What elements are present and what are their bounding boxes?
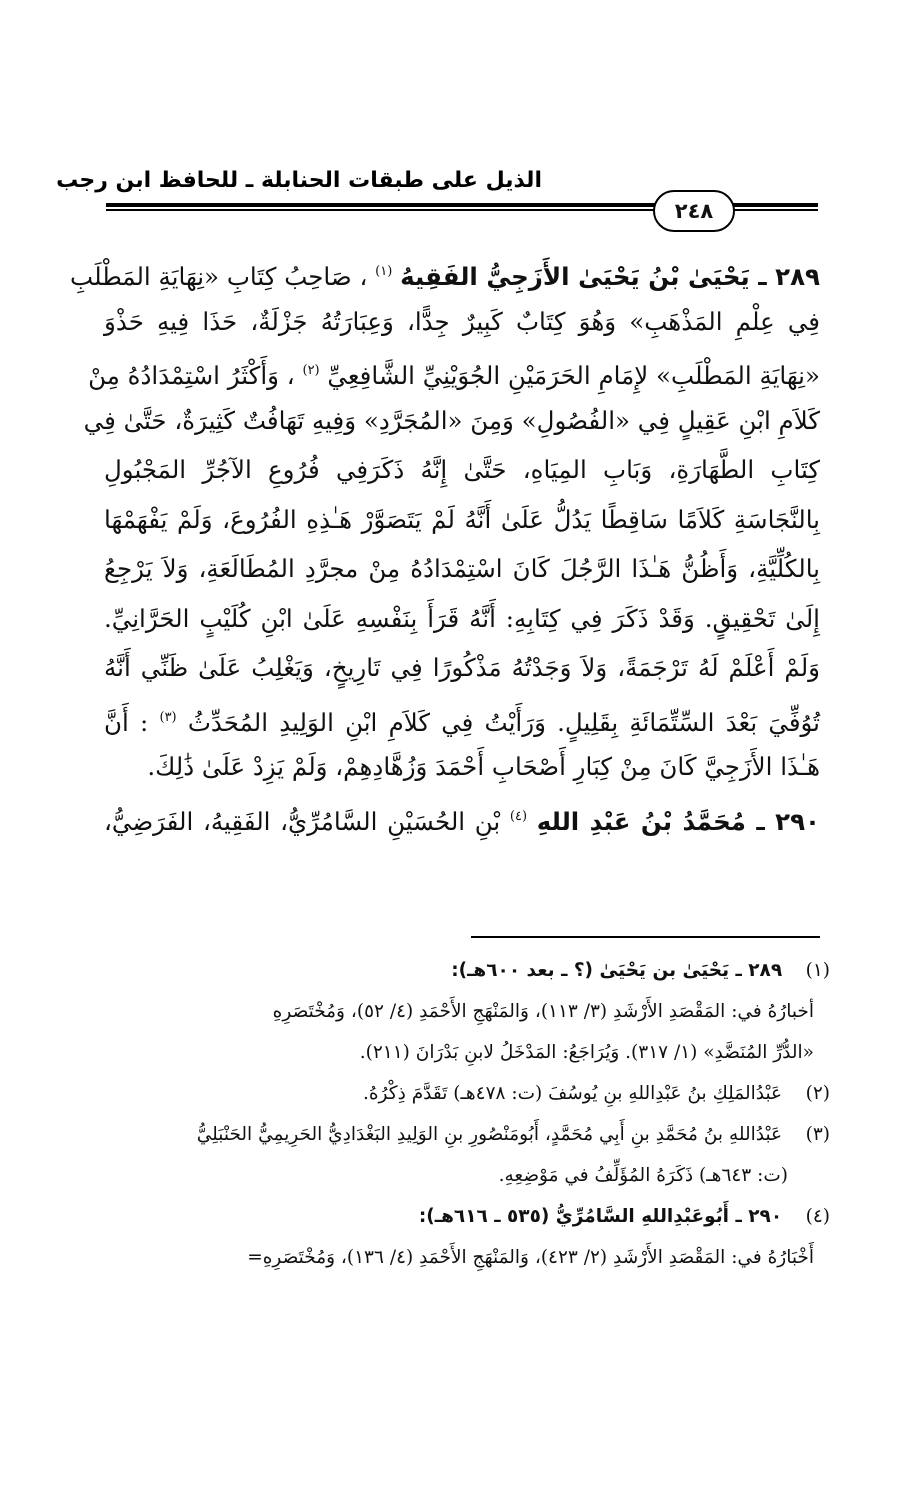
footnote-heading: ٢٩٠ ـ أَبُوعَبْدِاللهِ السَّامُرِّيُّ (٥٣٥ ـ ٦١٦هـ): bbox=[418, 1206, 783, 1227]
text-line bbox=[104, 792, 820, 842]
footnote-ref-3[interactable]: (٣) bbox=[159, 709, 177, 725]
text-span: ، وَأَكْثَرُ اسْتِمْدَادُهُ مِنْ bbox=[88, 361, 295, 390]
footnote-line: أَخْبَارُهُ في: المَقْصَدِ الأَرْشَدِ (٢/ ٤٢٣)، وَالمَنْهَجِ الأَحْمَدِ (٤/ ١٣٦)، وَمُخْتَصَرِهِ= bbox=[247, 1247, 814, 1268]
footnote-line: «الدُّرِّ المُنَضَّدِ» (١/ ٣١٧). وَيُرَاجَعُ: المَدْخَلُ لابنِ بَدْرَانَ (٢١١). bbox=[359, 1042, 814, 1063]
footnote-3 bbox=[100, 1114, 830, 1155]
text-line: بِالكُلِّيَّةِ، وَأَظُنُّ هَـٰذَا الرَّجُلَ كَانَ اسْتِمْدَادُهُ مِنْ مجرَّدِ المُطَالَعَةِ، وَلاَ يَرْجِعُ bbox=[104, 554, 820, 583]
footnote-4 bbox=[100, 1196, 830, 1237]
text-line: هَـٰذَا الأَزَجِيَّ كَانَ مِنْ كِبَارِ أَصْحَابِ أَحْمَدَ وَزُهَّادِهِمْ، وَلَمْ يَزِدْ عَلَىٰ ذَٰلِكَ. bbox=[147, 752, 820, 781]
text-line: فِي عِلْمِ المَذْهَبِ» وَهُوَ كِتَابٌ كَبِيرٌ جِدًّا، وَعِبَارَتُهُ جَزْلَةٌ، حَذَا فِيهِ حَذْوَ bbox=[104, 306, 820, 336]
entry-289-heading: ٢٨٩ ـ يَحْيَىٰ بْنُ يَحْيَىٰ الأَزَجِيُّ الفَقِيهُ bbox=[400, 262, 820, 291]
footnote-2 bbox=[100, 1073, 830, 1114]
text-line bbox=[70, 247, 820, 297]
footnote-ref-4[interactable]: (٤) bbox=[509, 808, 528, 824]
text-span: ، صَاحِبُ كِتَابِ «نِهَايَةِ المَطْلَبِ bbox=[70, 262, 368, 291]
page-number-badge bbox=[653, 190, 735, 232]
text-span: : أَنَّ bbox=[104, 707, 149, 737]
footnote-number: (٣) bbox=[805, 1124, 830, 1145]
footnote-1 bbox=[100, 950, 830, 991]
footnote-number: (٤) bbox=[805, 1206, 830, 1227]
footnote-number: (٢) bbox=[805, 1083, 830, 1104]
main-text bbox=[70, 247, 821, 841]
text-span: «نِهَايَةِ المَطْلَبِ» لإِمَامِ الحَرَمَيْنِ الجُوَيْنِيِّ الشَّافِعِيِّ bbox=[327, 361, 820, 390]
footnote-text: عَبْدُاللهِ بنُ مُحَمَّدِ بنِ أَبِي مُحَمَّدٍ، أَبُومَنْصُورِ بنِ الوَلِيدِ البَغْدَادِيُّ الحَرِيمِيُّ الحَنْبَلِيُّ bbox=[196, 1124, 783, 1145]
running-header-title: الذيل على طبقات الحنابلة ـ للحافظ ابن رجب bbox=[56, 168, 542, 193]
text-line: كَلاَمِ ابْنِ عَقِيلٍ فِي «الفُصُولِ» وَمِنَ «المُجَرَّدِ» وَفِيهِ تَهَافُتٌ كَثِيرَةٌ، حَتَّىٰ فِي bbox=[83, 405, 820, 435]
footnote-ref-2[interactable]: (٢) bbox=[302, 363, 320, 378]
footnote-separator bbox=[471, 936, 820, 938]
entry-290-heading: ٢٩٠ ـ مُحَمَّدُ بْنُ عَبْدِ اللهِ bbox=[536, 806, 820, 836]
text-line: وَلَمْ أَعْلَمْ لَهُ تَرْجَمَةً، وَلاَ وَجَدْتُهُ مَذْكُورًا فِي تَارِيخٍ، وَيَغْلِبُ عَلَىٰ ظَنِّي أَنَّهُ bbox=[104, 653, 820, 682]
footnote-line: (ت: ٦٤٣هـ) ذَكَرَهُ المُؤَلِّفُ في مَوْضِعِهِ. bbox=[498, 1165, 788, 1186]
text-line: بِالنَّجَاسَةِ كَلاَمًا سَاقِطًا يَدُلُّ عَلَىٰ أَنَّهُ لَمْ يَتَصَوَّرْ هَـٰذِهِ الفُرُوعَ، وَلَمْ يَفْهَمْهَا bbox=[104, 504, 820, 534]
footnote-ref-1[interactable]: (١) bbox=[375, 264, 393, 279]
text-span: تُوُفِّيَ بَعْدَ السِّتِّمَائَةِ بِقَلِيلٍ. وَرَأَيْتُ فِي كَلاَمِ ابْنِ الوَلِيدِ المُحَدِّثُ bbox=[187, 707, 821, 737]
footnote-number: (١) bbox=[805, 960, 830, 981]
footnote-text: عَبْدُالمَلِكِ بنُ عَبْدِاللهِ بنِ يُوسُفَ (ت: ٤٧٨هـ) تَقَدَّمَ ذِكْرُهُ. bbox=[362, 1083, 783, 1104]
footnotes bbox=[100, 950, 830, 1278]
footnote-heading: ٢٨٩ ـ يَحْيَىٰ بن يَحْيَىٰ (؟ ـ بعد ٦٠٠هـ): bbox=[451, 960, 783, 981]
footnote-line: أخبارُهُ في: المَقْصَدِ الأَرْشَدِ (٣/ ١١٣)، وَالمَنْهَجِ الأَحْمَدِ (٤/ ٥٢)، وَمُخْتَصَرِهِ bbox=[272, 1001, 814, 1022]
text-span: بْنِ الحُسَيْنِ السَّامُرِّيُّ، الفَقِيهُ، الفَرَضِيُّ، bbox=[104, 806, 501, 836]
text-line: كِتَابِ الطَّهَارَةِ، وَبَابِ المِيَاهِ، حَتَّىٰ إِنَّهُ ذَكَرَفِي فُرُوعِ الآجُرِّ المَجْبُولِ bbox=[104, 455, 820, 484]
text-line bbox=[88, 346, 820, 396]
page-number: ٢٤٨ bbox=[674, 199, 714, 223]
text-line: إِلَىٰ تَحْقِيقٍ. وَقَدْ ذَكَرَ فِي كِتَابِهِ: أَنَّهُ قَرَأَ بِنَفْسِهِ عَلَىٰ ابْنِ كُلَيْبٍ الحَرَّانِيِّ. bbox=[104, 603, 820, 633]
text-line bbox=[104, 693, 820, 743]
